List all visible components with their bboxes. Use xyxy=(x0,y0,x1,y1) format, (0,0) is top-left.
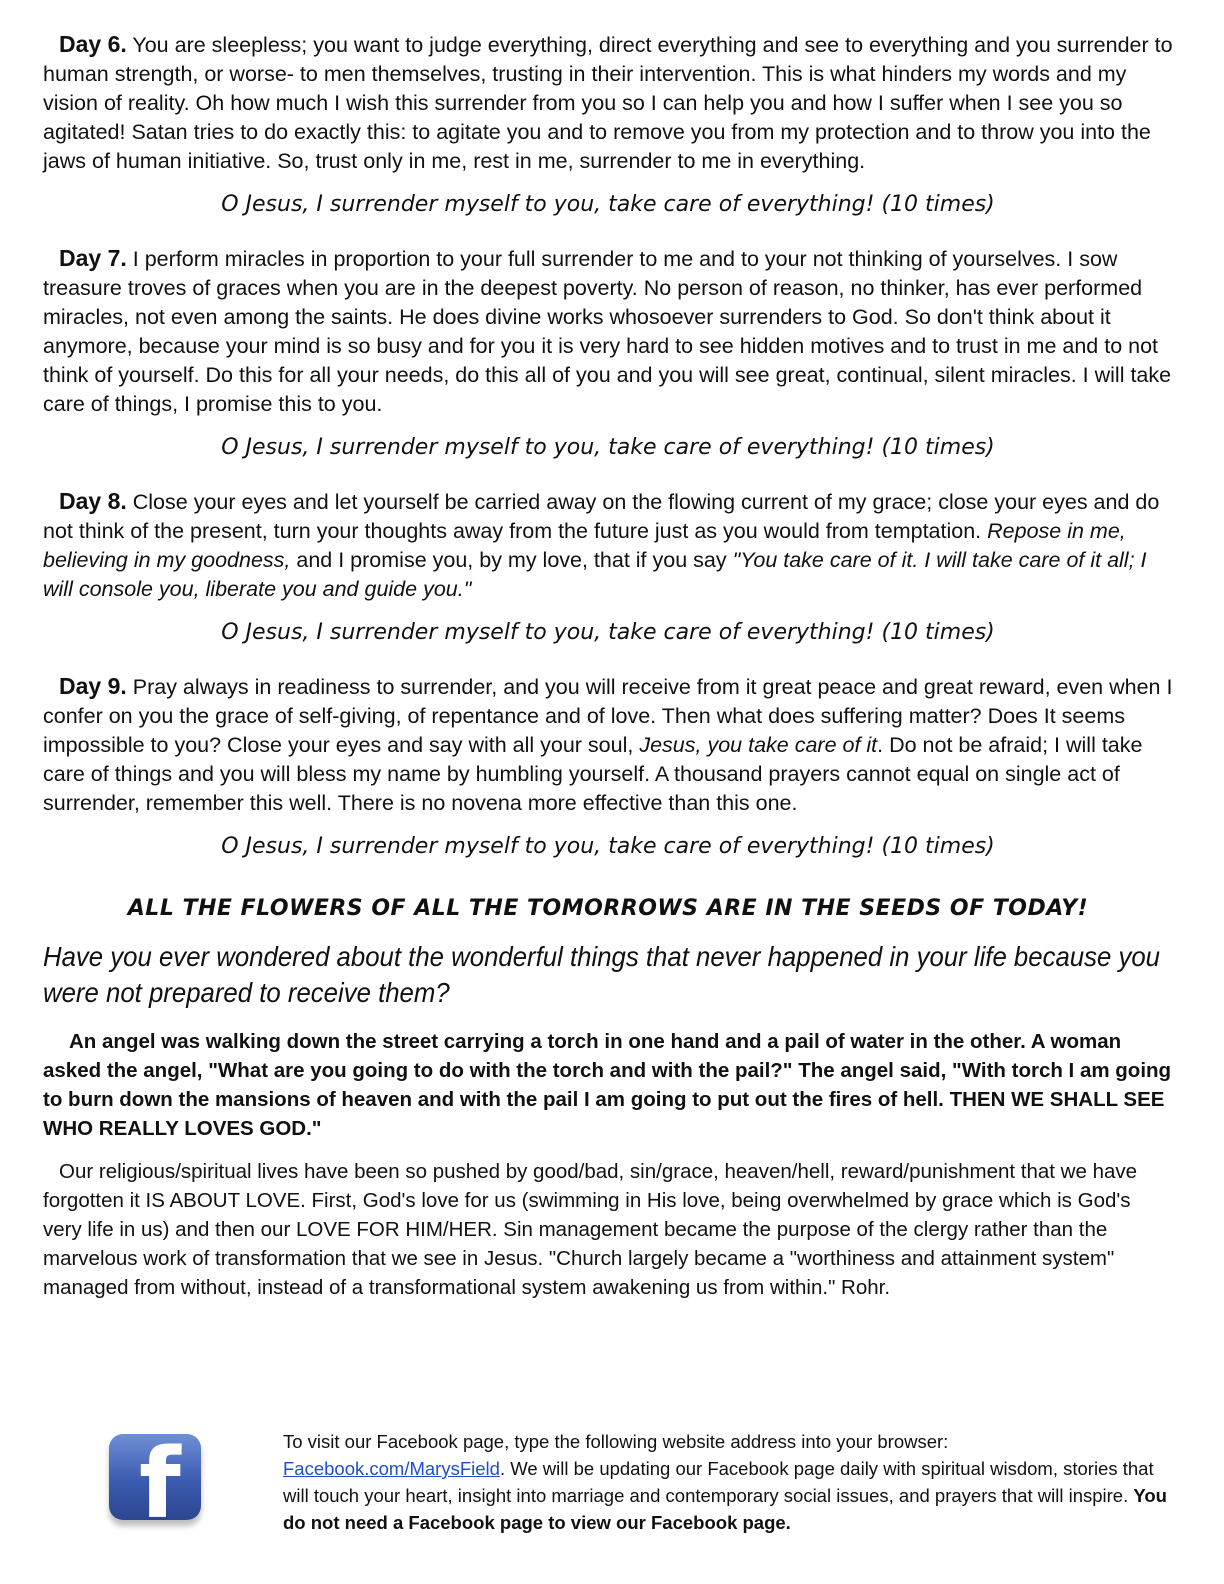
reflection-paragraph xyxy=(43,1157,1173,1302)
day-9-paragraph xyxy=(43,672,1173,818)
facebook-info xyxy=(283,1428,1173,1536)
facebook-intro: To visit our Facebook page, type the following website address into your browser: xyxy=(283,1431,949,1452)
facebook-note: You do not need a Facebook page to view our Facebook page. xyxy=(283,1485,1167,1533)
facebook-link[interactable]: Facebook.com/MarysField xyxy=(283,1458,500,1479)
day-8-italic-a: Repose in me, believing in my goodness, xyxy=(43,519,1126,572)
day-6-title: Day 6. xyxy=(59,31,127,57)
reflection-text: Our religious/spiritual lives have been so pushed by good/bad, sin/grace, heaven/hell, reward/punishment that we have forgotten it IS ABOUT LOVE. First, God's love for us (swimming in His love, being overwhelmed by grace which is God's very life in us) and then our LOVE FOR HIM/HER. Sin management became the purpose of the clergy rather than the marvelous work of transformation that we see in Jesus. "Church largely became a "worthiness and attainment system" managed from without, instead of a transformational system awakening us from within." Rohr. xyxy=(43,1160,1138,1299)
question-heading: Have you ever wondered about the wonderful things that never happened in your life because you were not prepared to receive them? xyxy=(43,941,1161,1008)
angel-story xyxy=(43,1027,1173,1143)
angel-story-text: An angel was walking down the street carrying a torch in one hand and a pail of water in the other. A woman asked the angel, "What are you going to do with the torch and with the pail?" The angel said, "With torch I am going to burn down the mansions of heaven and with the pail I am going to put out the fires of hell. THEN WE SHALL SEE WHO REALLY LOVES GOD." xyxy=(43,1030,1172,1140)
day-6-paragraph xyxy=(43,30,1173,176)
day-6-prayer: O Jesus, I surrender myself to you, take care of everything! (10 times) xyxy=(221,192,995,217)
day-7-title: Day 7. xyxy=(59,245,127,271)
day-8-italic-b: "You take care of it. I will take care of it all; I will console you, liberate you and guide you." xyxy=(43,548,1147,601)
day-8-paragraph xyxy=(43,487,1173,604)
day-9-text-a: Pray always in readiness to surrender, and you will receive from it great peace and great reward, even when I confer on you the grace of self-giving, of repentance and of love. Then what does suffering matter? Does It seems impossible to you? Close your eyes and say with all your soul, xyxy=(43,675,1173,757)
day-8-text-a: Close your eyes and let yourself be carried away on the flowing current of my grace; close your eyes and do not think of the present, turn your thoughts away from the future just as you would from temptation. xyxy=(43,490,1160,543)
motto-heading: ALL THE FLOWERS OF ALL THE TOMORROWS ARE IN THE SEEDS OF TODAY! xyxy=(127,896,1089,921)
day-9-title: Day 9. xyxy=(59,673,127,699)
day-8-title: Day 8. xyxy=(59,488,127,514)
document-page xyxy=(43,30,1173,1302)
facebook-body: . We will be updating our Facebook page daily with spiritual wisdom, stories that will touch your heart, insight into marriage and contemporary social issues, and prayers that will inspire. xyxy=(283,1458,1154,1506)
day-6-text: You are sleepless; you want to judge everything, direct everything and see to everything and you surrender to human strength, or worse- to men themselves, trusting in their intervention. This is what hinders my words and my vision of reality. Oh how much I wish this surrender from you so I can help you and how I suffer when I see you so agitated! Satan tries to do exactly this: to agitate you and to remove you from my protection and to throw you into the jaws of human initiative. So, trust only in me, rest in me, surrender to me in everything. xyxy=(43,33,1173,173)
day-9-italic-a: Jesus, you take care of it xyxy=(639,733,878,757)
day-7-prayer: O Jesus, I surrender myself to you, take care of everything! (10 times) xyxy=(221,435,995,460)
day-7-paragraph xyxy=(43,244,1173,419)
day-8-prayer: O Jesus, I surrender myself to you, take care of everything! (10 times) xyxy=(221,620,995,645)
day-9-text-b: . Do not be afraid; I will take care of things and you will bless my name by humbling yourself. A thousand prayers cannot equal on single act of surrender, remember this well. There is no novena more effective than this one. xyxy=(43,733,1143,815)
facebook-logo-icon: f xyxy=(109,1434,201,1520)
day-8-text-b: and I promise you, by my love, that if you say xyxy=(296,548,727,572)
facebook-footer xyxy=(43,1428,1173,1538)
day-7-text: I perform miracles in proportion to your full surrender to me and to your not thinking of yourselves. I sow treasure troves of graces when you are in the deepest poverty. No person of reason, no thinker, has ever performed miracles, not even among the saints. He does divine works whosoever surrenders to God. So don't think about it anymore, because your mind is so busy and for you it is very hard to see hidden motives and to trust in me and to not think of yourself. Do this for all your needs, do this all of you and you will see great, continual, silent miracles. I will take care of things, I promise this to you. xyxy=(43,247,1172,416)
day-9-prayer: O Jesus, I surrender myself to you, take care of everything! (10 times) xyxy=(221,834,995,859)
